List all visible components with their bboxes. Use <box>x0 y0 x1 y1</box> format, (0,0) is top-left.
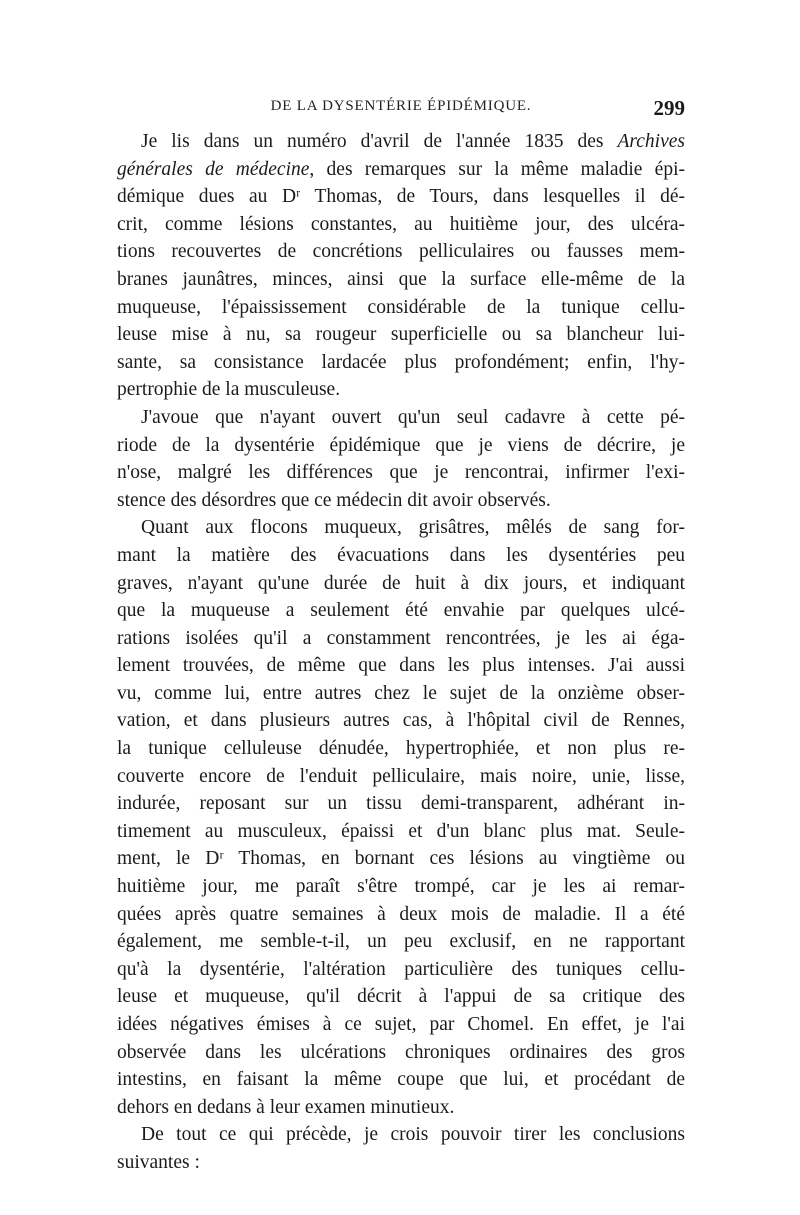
text-line <box>117 514 685 542</box>
text-line <box>117 542 685 570</box>
page-number: 299 <box>653 96 685 120</box>
italic-text: Archives <box>617 131 685 152</box>
text-line <box>117 459 685 487</box>
line-text: leuse et muqueuse, qu'il décrit à l'appui de sa critique des <box>117 986 685 1008</box>
body-text <box>117 128 685 1177</box>
running-title: DE LA DYSENTÉRIE ÉPIDÉMIQUE. <box>270 98 532 114</box>
text-line <box>117 956 685 984</box>
text-line <box>117 404 685 432</box>
line-text: Quant aux flocons muqueux, grisâtres, mêlés de sang for- <box>141 517 685 539</box>
text-line <box>117 845 685 873</box>
text-line <box>117 1066 685 1094</box>
text-line <box>117 1011 685 1039</box>
line-text: quées après quatre semaines à deux mois de maladie. Il a été <box>117 903 685 925</box>
text-line <box>117 570 685 598</box>
text-line <box>117 763 685 791</box>
line-text: lement trouvées, de même que dans les plus intenses. J'ai aussi <box>117 655 685 677</box>
line-text: ment, le Dʳ Thomas, en bornant ces lésions au vingtième ou <box>117 848 685 870</box>
running-head <box>117 96 685 126</box>
line-text: huitième jour, me paraît s'être trompé, car je les ai remar- <box>117 876 685 898</box>
line-text: vation, et dans plusieurs autres cas, à l'hôpital civil de Rennes, <box>117 710 685 732</box>
line-text: couverte encore de l'enduit pelliculaire, mais noire, unie, lisse, <box>117 765 685 787</box>
text-line <box>117 1121 685 1149</box>
line-text: timement au musculeux, épaissi et d'un blanc plus mat. Seule- <box>117 820 685 842</box>
line-text: vu, comme lui, entre autres chez le sujet de la onzième obser- <box>117 682 685 704</box>
line-text: tions recouvertes de concrétions pelliculaires ou fausses mem- <box>117 241 685 263</box>
text-line <box>117 873 685 901</box>
text-line <box>117 183 685 211</box>
text-line <box>117 652 685 680</box>
line-text: graves, n'ayant qu'une durée de huit à dix jours, et indiquant <box>117 572 685 594</box>
line-text: dehors en dedans à leur examen minutieux. <box>117 1096 455 1118</box>
text-line <box>117 790 685 818</box>
line-text: la tunique celluleuse dénudée, hypertrophiée, et non plus re- <box>117 738 685 760</box>
line-text: , des remarques sur la même maladie épi- <box>309 158 685 180</box>
text-line <box>117 156 685 184</box>
text-line <box>117 294 685 322</box>
text-line <box>117 1039 685 1067</box>
text-line <box>117 211 685 239</box>
line-text: rations isolées qu'il a constamment rencontrées, je les ai éga- <box>117 627 685 649</box>
text-line <box>117 266 685 294</box>
line-text: observée dans les ulcérations chroniques ordinaires des gros <box>117 1041 685 1063</box>
line-text: intestins, en faisant la même coupe que lui, et procédant de <box>117 1069 685 1091</box>
line-text: n'ose, malgré les différences que je rencontrai, infirmer l'exi- <box>117 462 685 484</box>
text-line <box>117 707 685 735</box>
text-line <box>117 432 685 460</box>
text-line <box>117 128 685 156</box>
text-line <box>117 680 685 708</box>
text-line <box>117 321 685 349</box>
line-text: mant la matière des évacuations dans les dysentéries peu <box>117 544 685 566</box>
line-text: branes jaunâtres, minces, ainsi que la surface elle-même de la <box>117 268 685 290</box>
text-line <box>117 1149 685 1177</box>
text-line <box>117 928 685 956</box>
italic-text: générales de médecine <box>117 158 310 180</box>
text-line <box>117 597 685 625</box>
text-line <box>117 901 685 929</box>
line-text: sante, sa consistance lardacée plus profondément; enfin, l'hy- <box>117 351 685 373</box>
line-text: démique dues au Dʳ Thomas, de Tours, dans lesquelles il dé- <box>117 186 685 208</box>
line-text: indurée, reposant sur un tissu demi-transparent, adhérant in- <box>117 793 685 815</box>
line-text: De tout ce qui précède, je crois pouvoir tirer les conclusions <box>141 1124 685 1146</box>
line-text: également, me semble-t-il, un peu exclusif, en ne rapportant <box>117 931 685 953</box>
text-line <box>117 818 685 846</box>
line-text: que la muqueuse a seulement été envahie par quelques ulcé- <box>117 600 685 622</box>
line-text: qu'à la dysentérie, l'altération particulière des tuniques cellu- <box>117 958 685 980</box>
text-line <box>117 1094 685 1122</box>
line-text: crit, comme lésions constantes, au huitième jour, des ulcéra- <box>117 213 685 235</box>
line-text: suivantes : <box>117 1151 200 1173</box>
line-text: Je lis dans un numéro d'avril de l'année 1835 des <box>141 131 618 152</box>
line-text: idées négatives émises à ce sujet, par Chomel. En effet, je l'ai <box>117 1014 685 1035</box>
line-text: stence des désordres que ce médecin dit avoir observés. <box>117 489 551 511</box>
text-line <box>117 376 685 404</box>
line-text: leuse mise à nu, sa rougeur superficielle ou sa blancheur lui- <box>117 324 685 346</box>
line-text: riode de la dysentérie épidémique que je viens de décrire, je <box>117 434 685 456</box>
text-line <box>117 349 685 377</box>
text-line <box>117 735 685 763</box>
line-text: muqueuse, l'épaississement considérable de la tunique cellu- <box>117 296 685 318</box>
text-line <box>117 625 685 653</box>
text-line <box>117 487 685 515</box>
text-line <box>117 983 685 1011</box>
line-text: pertrophie de la musculeuse. <box>117 379 341 401</box>
text-line <box>117 238 685 266</box>
line-text: J'avoue que n'ayant ouvert qu'un seul cadavre à cette pé- <box>141 406 685 428</box>
